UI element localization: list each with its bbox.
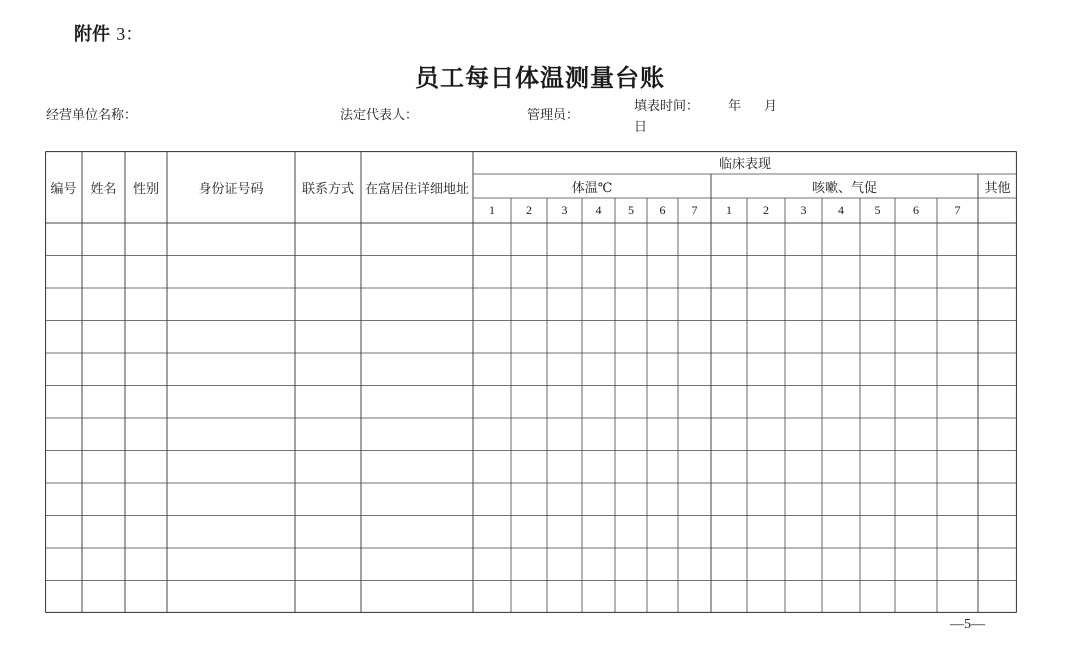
page-number: —5—: [950, 617, 985, 632]
manager-label: 管理员：: [527, 108, 580, 123]
temp-day-7: 7: [691, 203, 698, 217]
day-label: 日: [634, 120, 648, 135]
col-header-name: 姓名: [90, 181, 117, 197]
cough-day-4: 4: [838, 203, 844, 217]
fill-time-label: 填表时间：: [634, 99, 700, 114]
cough-day-3: 3: [800, 203, 807, 217]
clinical-header: 临床表现: [718, 157, 771, 172]
cough-header: 咳嗽、气促: [811, 180, 877, 196]
attachment-text: 附件: [74, 24, 110, 45]
cough-day-6: 6: [913, 203, 919, 217]
temp-day-1: 1: [489, 203, 495, 217]
temperature-ledger-table: [45, 151, 1017, 613]
attachment-label: [74, 20, 143, 46]
year-label: 年: [728, 99, 742, 114]
col-header-id-card: 身份证号码: [198, 181, 264, 197]
temp-day-6: 6: [659, 203, 666, 217]
temp-day-3: 3: [561, 203, 568, 217]
temperature-header: 体温℃: [571, 180, 613, 196]
cough-day-2: 2: [763, 203, 769, 217]
cough-day-5: 5: [874, 203, 881, 217]
other-header: 其他: [984, 180, 1011, 196]
temp-day-5: 5: [628, 203, 634, 217]
unit-name-label: 经营单位名称：: [46, 108, 138, 123]
temp-day-2: 2: [526, 203, 532, 217]
legal-rep-label: 法定代表人：: [340, 108, 419, 123]
cough-day-7: 7: [954, 203, 961, 217]
month-label: 月: [764, 99, 778, 114]
col-header-gender: 性别: [132, 181, 159, 197]
page-title: 员工每日体温测量台账: [415, 64, 665, 92]
temp-day-4: 4: [595, 203, 602, 217]
col-header-address: 在富居住详细地址: [364, 181, 469, 197]
col-header-contact: 联系方式: [301, 181, 354, 197]
cough-day-1: 1: [726, 203, 732, 217]
attachment-number: 3：: [116, 24, 144, 44]
col-header-id: 编号: [50, 181, 77, 197]
